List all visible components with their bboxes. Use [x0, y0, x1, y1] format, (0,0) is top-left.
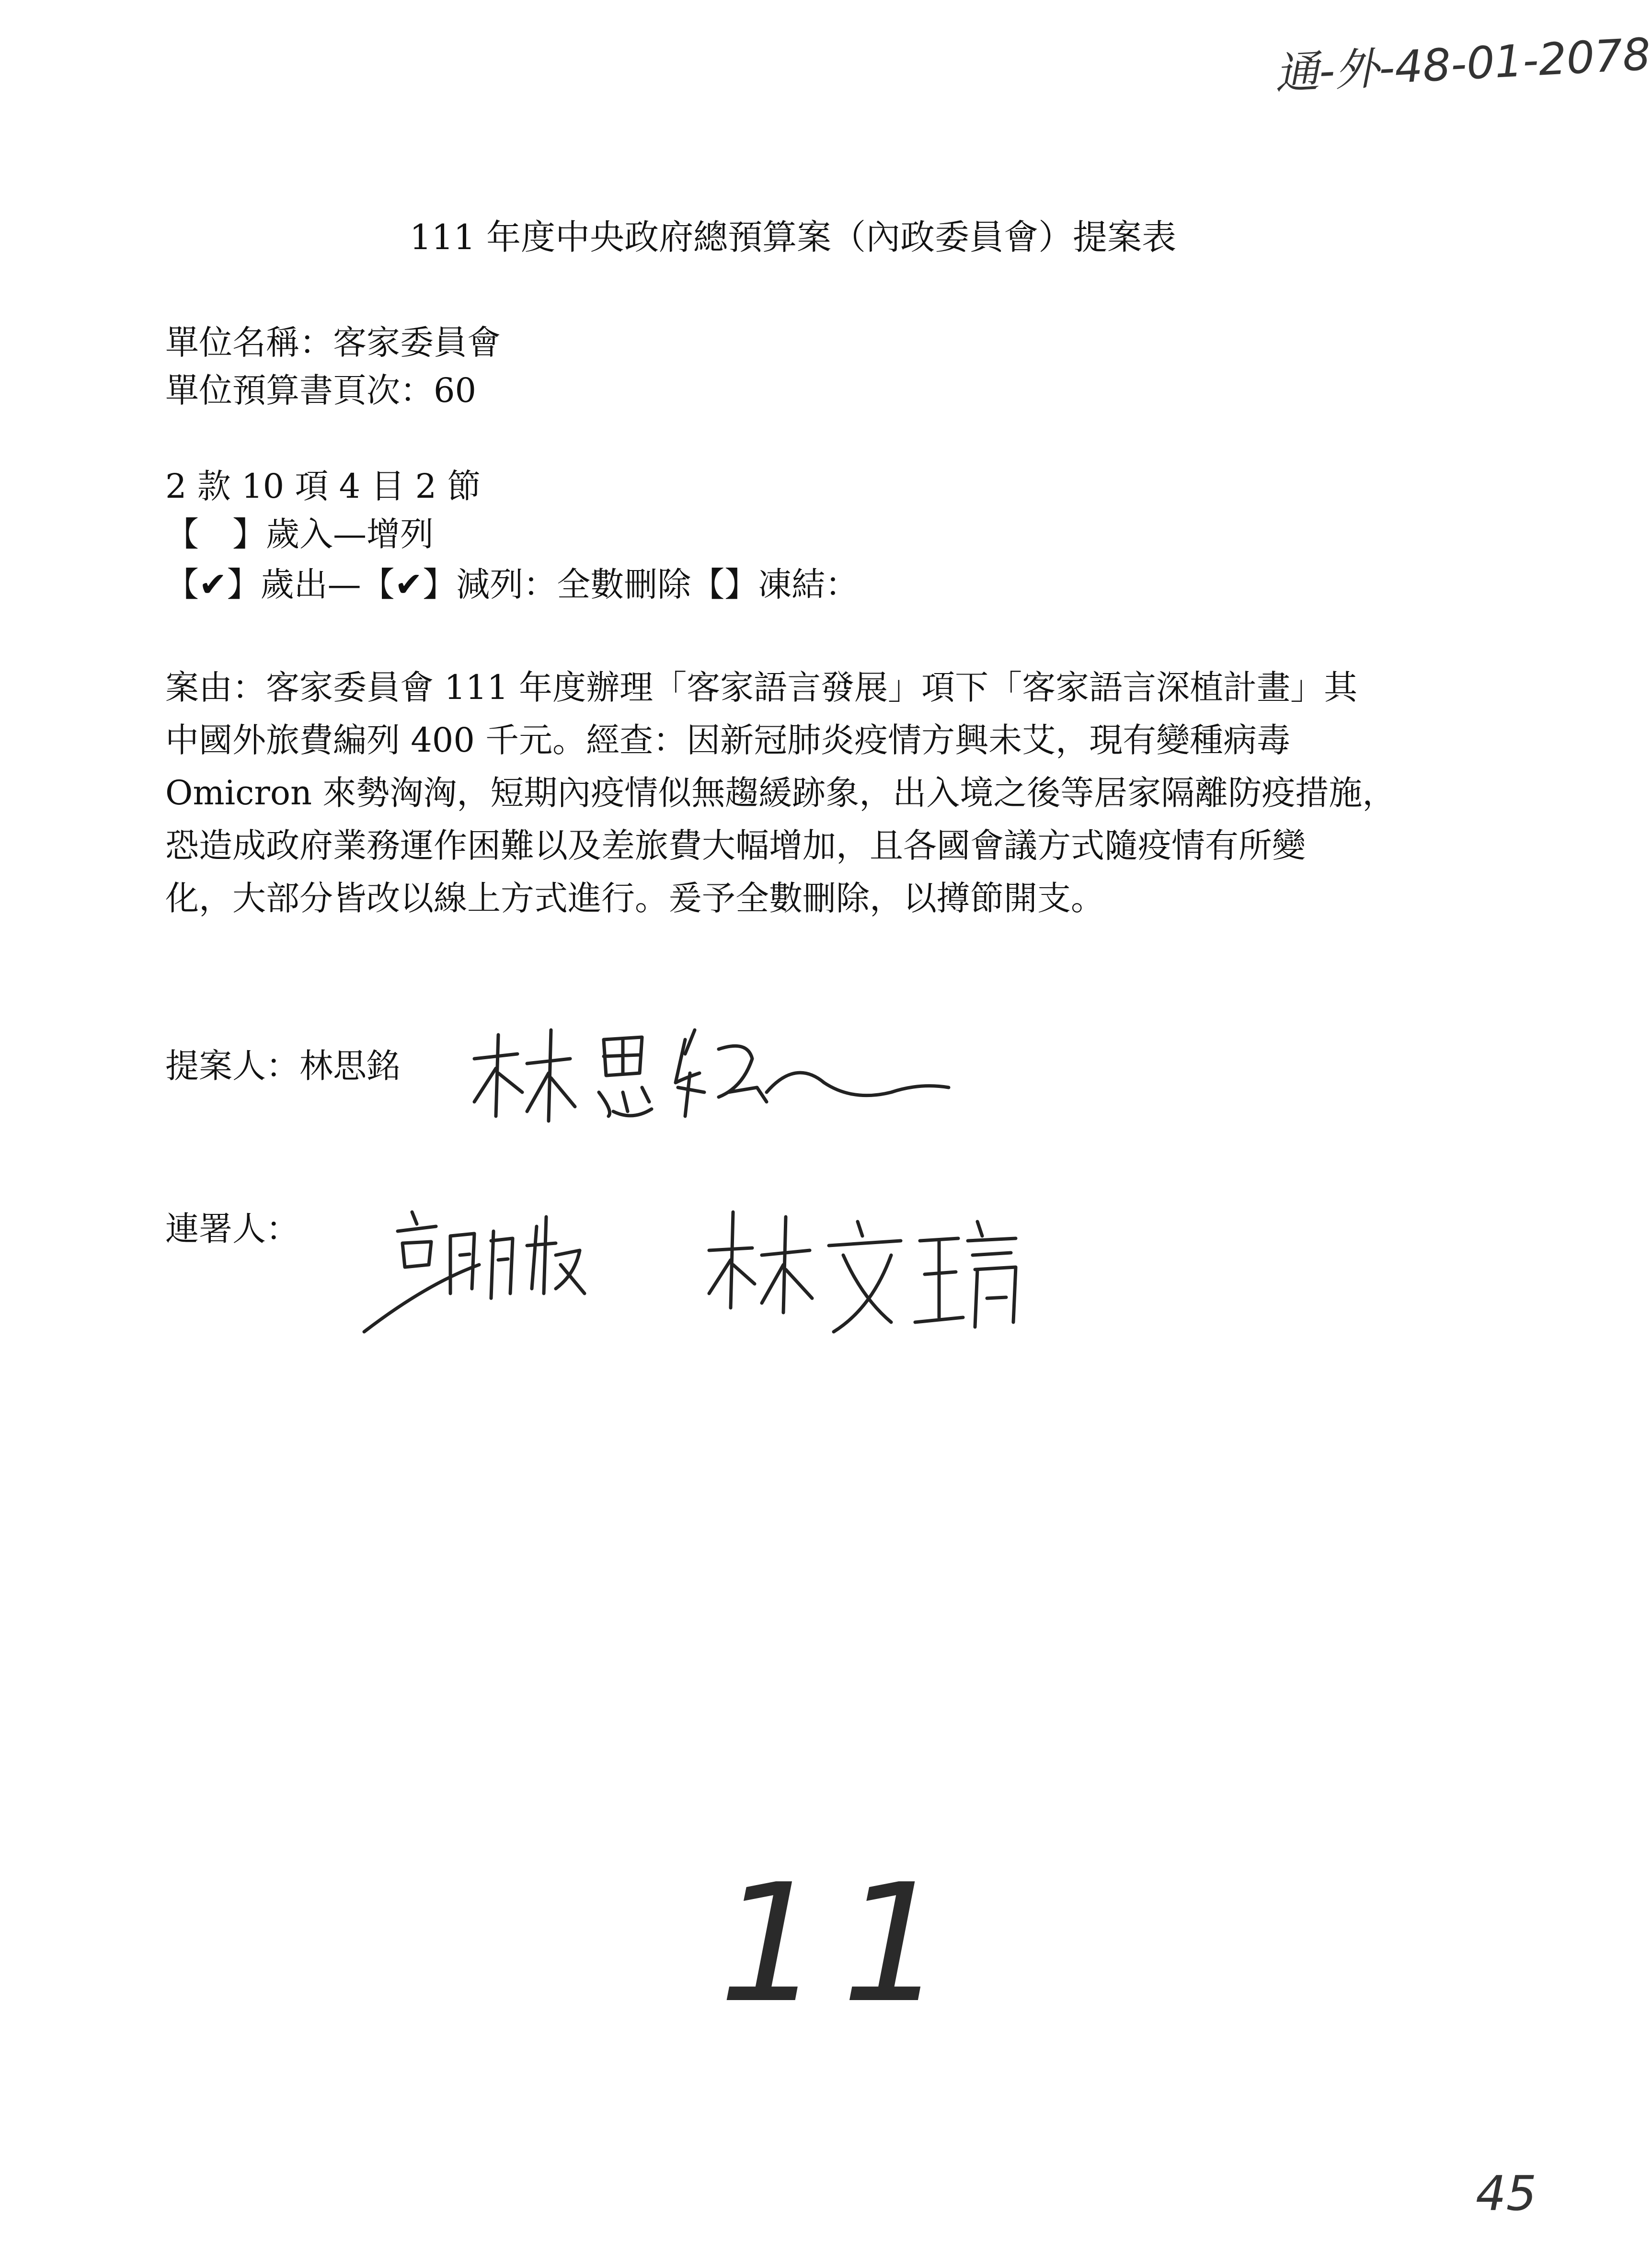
reason-line: 案由：客家委員會 111 年度辦理「客家語言發展」項下「客家語言深植計畫」其	[165, 668, 1358, 707]
reason-line: 中國外旅費編列 400 千元。經查：因新冠肺炎疫情方興未艾，現有變種病毒	[165, 721, 1291, 760]
budget-section: 2 款 10 項 4 目 2 節	[165, 467, 481, 506]
proposer-label: 提案人：林思銘	[165, 1046, 400, 1086]
reason-line: 恐造成政府業務運作困難以及差旅費大幅增加，且各國會議方式隨疫情有所變	[165, 826, 1306, 865]
expense-line: 【✔】歲出—【✔】減列：全數刪除【】凍結：	[165, 565, 859, 604]
page-title: 111 年度中央政府總預算案（內政委員會）提案表	[409, 217, 1177, 257]
cosigner-label: 連署人：	[165, 1209, 299, 1248]
page-number: 45	[1476, 2165, 1537, 2221]
revenue-line: 【 】歲入—增列	[165, 515, 434, 554]
handwritten-number: 11	[719, 1849, 964, 2039]
cosigner-signature-1	[355, 1198, 642, 1341]
reason-line: Omicron 來勢洶洶，短期內疫情似無趨緩跡象，出入境之後等居家隔離防疫措施，	[165, 773, 1396, 812]
unit-name: 單位名稱：客家委員會	[165, 323, 501, 362]
proposer-signature	[460, 1020, 963, 1131]
budget-page: 單位預算書頁次：60	[165, 371, 477, 410]
reason-line: 化，大部分皆改以線上方式進行。爰予全數刪除，以撙節開支。	[165, 879, 1104, 918]
handwritten-code: 通-外-48-01-2078	[1273, 28, 1652, 100]
reason-paragraph	[165, 661, 1473, 925]
cosigner-signature-2	[700, 1202, 1044, 1356]
